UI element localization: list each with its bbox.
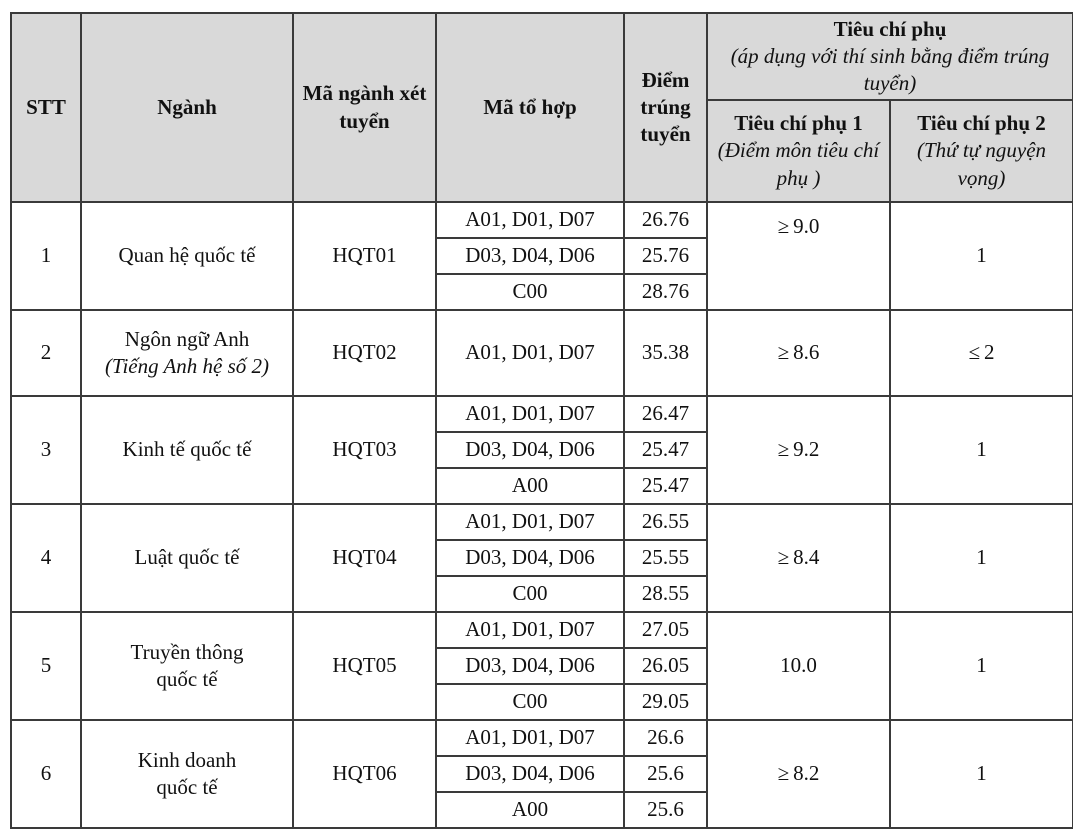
cell-to-hop: D03, D04, D06	[436, 238, 624, 274]
cell-tcp1	[707, 202, 890, 310]
cell-to-hop: A00	[436, 792, 624, 828]
cell-stt: 5	[11, 612, 81, 720]
cell-tcp2: 1	[890, 720, 1073, 828]
header-stt: STT	[11, 13, 81, 202]
admission-scores-table	[10, 12, 1073, 829]
table-row	[11, 202, 1073, 238]
table-row	[11, 396, 1073, 432]
cell-diem: 29.05	[624, 684, 707, 720]
cell-tcp1	[707, 504, 890, 612]
table-row	[11, 720, 1073, 756]
cell-ma-nganh: HQT04	[293, 504, 436, 612]
header-tcp1	[707, 100, 890, 202]
cell-nganh: Luật quốc tế	[81, 504, 293, 612]
cell-to-hop: A01, D01, D07	[436, 720, 624, 756]
cell-ma-nganh: HQT03	[293, 396, 436, 504]
tcp1-value: ≥ 9.0	[778, 214, 820, 238]
cell-tcp1: 10.0	[707, 612, 890, 720]
cell-diem: 28.76	[624, 274, 707, 310]
cell-to-hop: D03, D04, D06	[436, 540, 624, 576]
nganh-label: Ngôn ngữ Anh	[124, 326, 250, 351]
cell-ma-nganh: HQT02	[293, 310, 436, 396]
cell-nganh	[81, 310, 293, 396]
cell-nganh: Kinh tế quốc tế	[81, 396, 293, 504]
cell-to-hop: A01, D01, D07	[436, 504, 624, 540]
cell-to-hop: D03, D04, D06	[436, 648, 624, 684]
header-tieu-chi-phu-note: (áp dụng với thí sinh bằng điểm trúng tuyển)	[730, 43, 1050, 96]
cell-stt: 2	[11, 310, 81, 396]
cell-tcp2: 1	[890, 396, 1073, 504]
header-tcp2-note: (Thứ tự nguyện vọng)	[916, 138, 1047, 190]
cell-diem: 26.6	[624, 720, 707, 756]
header-nganh: Ngành	[81, 13, 293, 202]
header-tieu-chi-phu-title: Tiêu chí phụ	[833, 16, 947, 41]
tcp2-value: ≤ 2	[968, 340, 994, 364]
table-row	[11, 310, 1073, 396]
cell-diem: 28.55	[624, 576, 707, 612]
cell-ma-nganh: HQT06	[293, 720, 436, 828]
cell-tcp1	[707, 310, 890, 396]
table-row	[11, 612, 1073, 648]
header-tcp2	[890, 100, 1073, 202]
header-tcp1-title: Tiêu chí phụ 1	[734, 111, 863, 136]
cell-to-hop: D03, D04, D06	[436, 432, 624, 468]
cell-nganh: Kinh doanh quốc tế	[81, 720, 293, 828]
cell-diem: 35.38	[624, 310, 707, 396]
cell-diem: 25.47	[624, 432, 707, 468]
cell-to-hop: A00	[436, 468, 624, 504]
tcp1-value: ≥ 8.2	[778, 761, 820, 785]
tcp1-value: ≥ 9.2	[778, 437, 820, 461]
header-ma-to-hop: Mã tổ hợp	[436, 13, 624, 202]
cell-to-hop: C00	[436, 576, 624, 612]
cell-diem: 26.76	[624, 202, 707, 238]
cell-diem: 26.47	[624, 396, 707, 432]
cell-diem: 25.47	[624, 468, 707, 504]
cell-to-hop: C00	[436, 684, 624, 720]
header-ma-nganh: Mã ngành xét tuyển	[293, 13, 436, 202]
cell-to-hop: C00	[436, 274, 624, 310]
tcp1-value: ≥ 8.6	[778, 340, 820, 364]
tcp1-value: ≥ 8.4	[778, 545, 820, 569]
cell-nganh: Truyền thông quốc tế	[81, 612, 293, 720]
cell-diem: 25.76	[624, 238, 707, 274]
table-row	[11, 504, 1073, 540]
cell-tcp1	[707, 720, 890, 828]
cell-diem: 25.6	[624, 792, 707, 828]
cell-tcp2: 1	[890, 202, 1073, 310]
cell-tcp1	[707, 396, 890, 504]
cell-to-hop: A01, D01, D07	[436, 202, 624, 238]
cell-stt: 6	[11, 720, 81, 828]
header-diem: Điểm trúng tuyển	[624, 13, 707, 202]
cell-diem: 25.6	[624, 756, 707, 792]
cell-tcp2: 1	[890, 612, 1073, 720]
header-tcp1-note: (Điểm môn tiêu chí phụ )	[717, 138, 880, 190]
cell-ma-nganh: HQT05	[293, 612, 436, 720]
cell-to-hop: A01, D01, D07	[436, 612, 624, 648]
header-tieu-chi-phu	[707, 13, 1073, 100]
cell-diem: 25.55	[624, 540, 707, 576]
cell-tcp2: 1	[890, 504, 1073, 612]
cell-stt: 3	[11, 396, 81, 504]
cell-diem: 27.05	[624, 612, 707, 648]
nganh-note: (Tiếng Anh hệ số 2)	[104, 354, 270, 378]
cell-diem: 26.05	[624, 648, 707, 684]
cell-tcp2	[890, 310, 1073, 396]
cell-to-hop: A01, D01, D07	[436, 310, 624, 396]
header-tcp2-title: Tiêu chí phụ 2	[917, 111, 1046, 136]
cell-nganh: Quan hệ quốc tế	[81, 202, 293, 310]
cell-stt: 4	[11, 504, 81, 612]
cell-ma-nganh: HQT01	[293, 202, 436, 310]
cell-to-hop: D03, D04, D06	[436, 756, 624, 792]
cell-stt: 1	[11, 202, 81, 310]
cell-to-hop: A01, D01, D07	[436, 396, 624, 432]
cell-diem: 26.55	[624, 504, 707, 540]
